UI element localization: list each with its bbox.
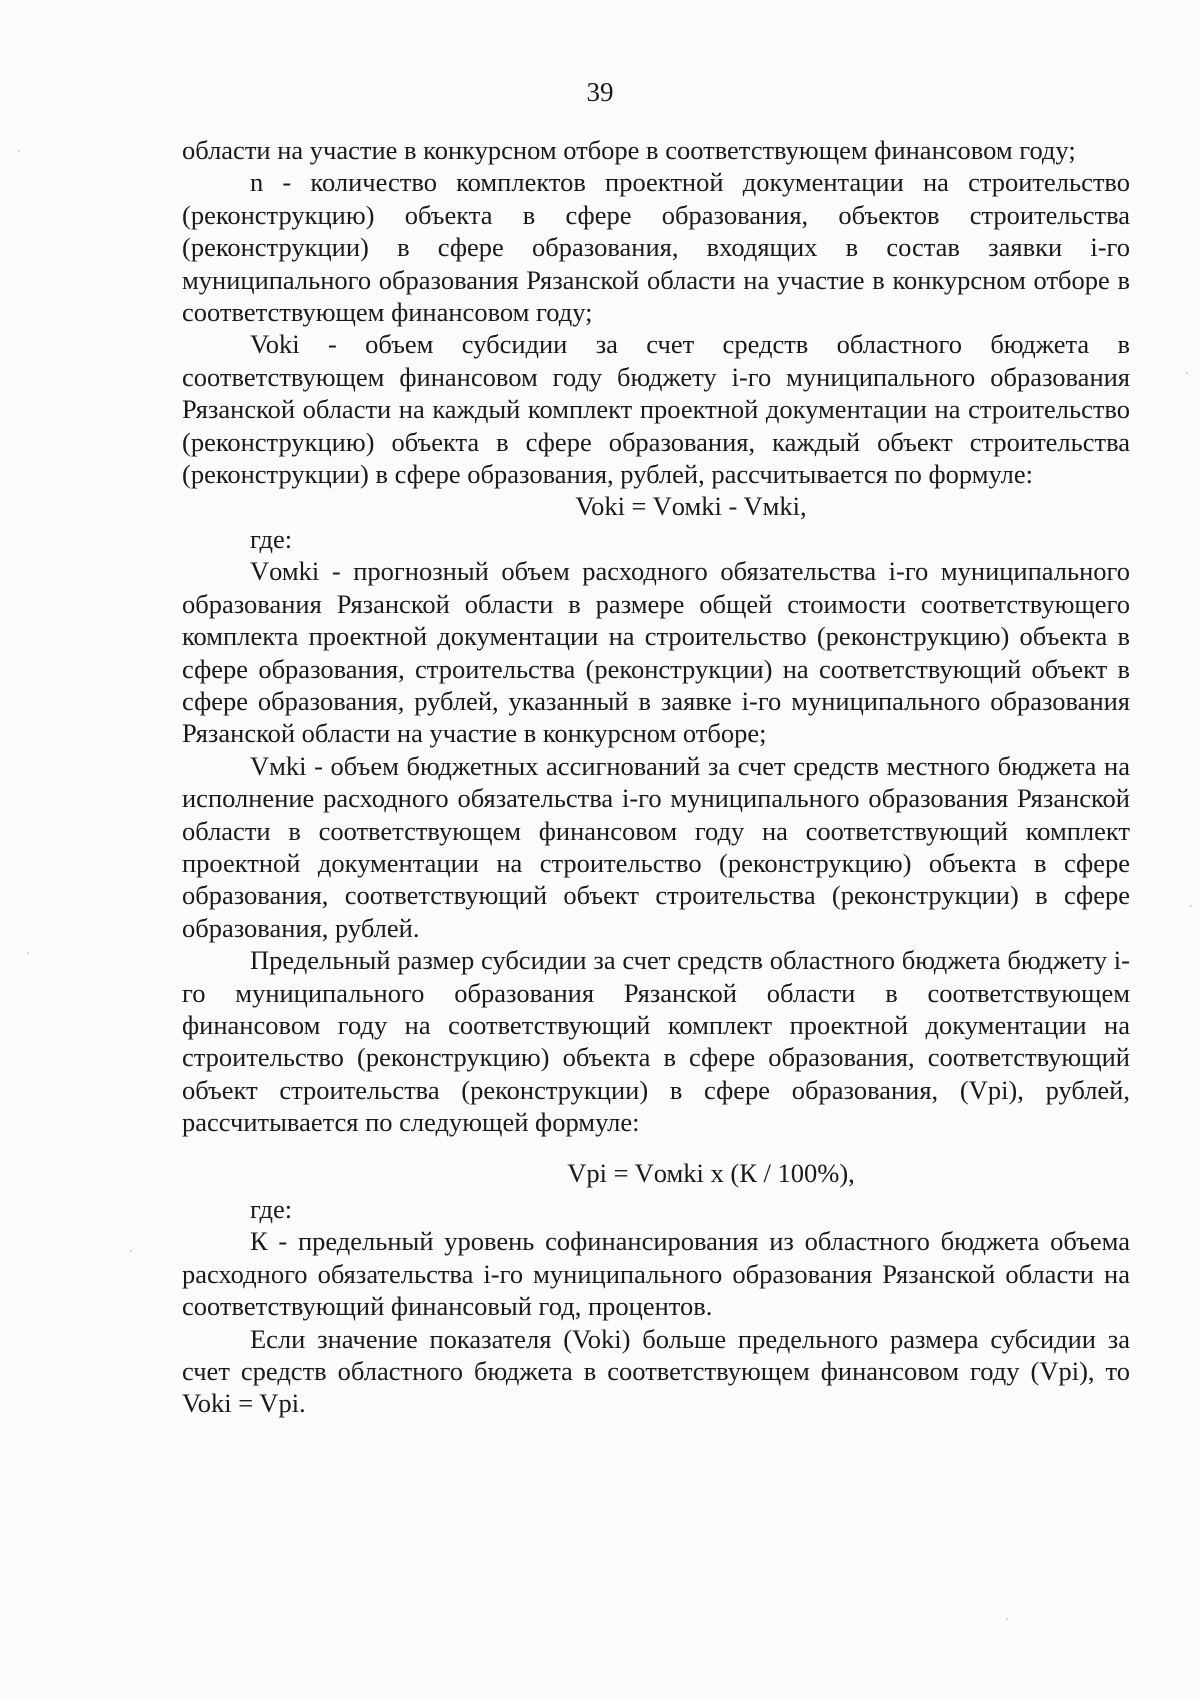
where-label: где: xyxy=(250,1194,293,1224)
formula-voki: Voki = Vомki - Vмki, xyxy=(575,491,807,522)
scan-speck xyxy=(130,1250,132,1252)
paragraph-continuation: области на участие в конкурсном отборе в соответствующем финансовом году; xyxy=(182,135,1076,165)
scan-speck xyxy=(1006,1618,1008,1620)
paragraph-k-definition: К - предельный уровень софинансирования из областного бюджета объема расходного обязательства i-го муниципального образования Рязанской области на соответствующий финансовый год, процентов. xyxy=(182,1226,1130,1322)
page-number: 39 xyxy=(586,77,614,107)
paragraph-vomki-definition: Vомki - прогнозный объем расходного обязательства i-го муниципального образования Рязанской области в размере общей стоимости соответствующего комплекта проектной документации на строительство (реконструкцию) объекта в сфере образования, строительства (реконструкции) на соответствующий объект в сфере образования, рублей, указанный в заявке i-го муниципального образования Рязанской области на участие в конкурсном отборе; xyxy=(182,556,1130,749)
paragraph-limit-subsidy: Предельный размер субсидии за счет средств областного бюджета бюджету i-го муниципального образования Рязанской области в соответствующем финансовом году на соответствующий комплект проектной документации на строительство (реконструкцию) объекта в сфере образования, соответствующий объект строительства (реконструкции) в сфере образования, (Vpi), рублей, рассчитывается по следующей формуле: xyxy=(182,945,1130,1138)
paragraph-n-definition: n - количество комплектов проектной документации на строительство (реконструкцию) объекта в сфере образования, объектов строительства (реконструкции) в сфере образования, входящих в состав заявки i-го муниципального образования Рязанской области на участие в конкурсном отборе в соответствующем финансовом году; xyxy=(182,167,1130,328)
paragraph-vmki-definition: Vмki - объем бюджетных ассигнований за счет средств местного бюджета на исполнение расходного обязательства i-го муниципального образования Рязанской области в соответствующем финансовом году на соответствующий комплект проектной документации на строительство (реконструкцию) объекта в сфере образования, соответствующий объект строительства (реконструкции) в сфере образования, рублей. xyxy=(182,750,1130,943)
scan-speck xyxy=(27,952,29,954)
scan-speck xyxy=(1190,905,1192,907)
where-label: где: xyxy=(250,523,293,554)
scan-speck xyxy=(18,150,20,152)
document-body xyxy=(182,134,1130,1420)
scan-speck xyxy=(1186,372,1188,374)
paragraph-condition: Если значение показателя (Voki) больше предельного размера субсидии за счет средств областного бюджета в соответствующем финансовом году (Vpi), то Voki = Vpi. xyxy=(182,1323,1130,1419)
paragraph-voki-definition: Voki - объем субсидии за счет средств областного бюджета в соответствующем финансовом году бюджету i-го муниципального образования Рязанской области на каждый комплект проектной документации на строительство (реконструкцию) объекта в сфере образования, каждый объект строительства (реконструкции) в сфере образования, рублей, рассчитывается по формуле: xyxy=(182,329,1130,490)
formula-vpi: Vpi = Vомki x (К / 100%), xyxy=(567,1157,855,1188)
